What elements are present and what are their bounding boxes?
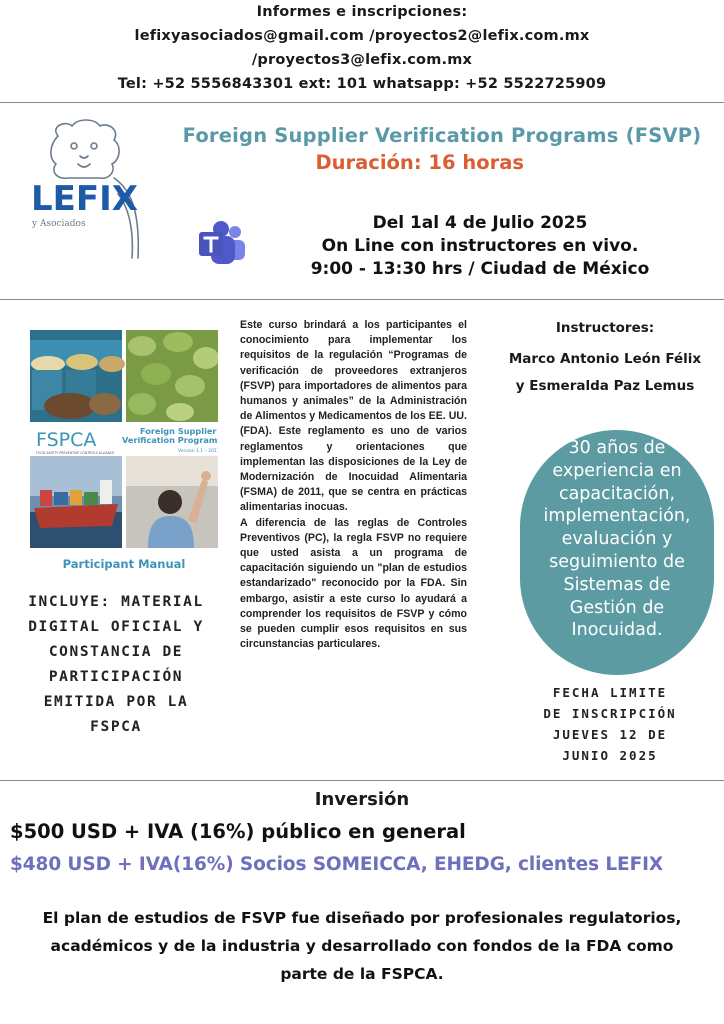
experience-line: seguimiento de	[549, 551, 685, 572]
experience-line: Inocuidad.	[571, 620, 663, 641]
experience-line: implementación,	[543, 506, 691, 527]
experience-line: 30 años de	[568, 438, 666, 458]
course-time: 9:00 - 13:30 hrs / Ciudad de México	[310, 259, 650, 279]
divider-top	[0, 102, 724, 103]
footer-line: académicos y de la industria y desarrollado con fondos de la FDA como	[50, 937, 674, 955]
manual-brand: FSPCA	[36, 429, 97, 451]
includes-line: EMITIDA POR LA	[43, 694, 189, 710]
instructor-name: y Esmeralda Paz Lemus	[515, 378, 695, 394]
experience-line: capacitación,	[558, 483, 676, 504]
course-mode: On Line con instructores en vivo.	[321, 236, 639, 256]
experience-line: experiencia en	[552, 460, 682, 481]
includes-block	[8, 590, 224, 740]
includes-line: FSPCA	[90, 719, 142, 735]
course-schedule	[260, 212, 700, 281]
logo-subtitle: y Asociados	[32, 219, 86, 229]
instructors-names	[490, 346, 720, 400]
contact-block	[0, 0, 724, 96]
includes-line: CONSTANCIA DE	[48, 644, 184, 660]
includes-line: PARTICIPACIÓN	[48, 669, 184, 685]
teams-icon	[197, 220, 247, 266]
divider-bottom	[0, 780, 724, 781]
description-paragraph-1: Este curso brindará a los participantes el conocimiento para implementar los requisitos de la regulación “Programas de verificación de proveedores extranjeros (FSVP) para importadores de alimentos para humanos y animales” de la Administración de Alimentos y Medicamentos de los EE. UU. (FDA). Este reglamento es uno de varios reglamentos y orientaciones que implementan las disposiciones de la Ley de Modernización de Inocuidad Alimentaria (FSMA) de 2011, que se centra en prácticas alimentarias inocuas.	[240, 319, 467, 514]
manual-title-2: Verification Programs	[122, 435, 218, 445]
divider-middle	[0, 299, 724, 300]
course-dates: Del 1al 4 de Julio 2025	[372, 213, 588, 233]
price-general: $500 USD + IVA (16%) público en general	[10, 820, 466, 843]
registration-deadline	[505, 682, 715, 766]
includes-line: DIGITAL OFICIAL Y	[28, 619, 204, 635]
manual-footer: Participant Manual	[62, 557, 186, 571]
contact-emails: lefixyasociados@gmail.com /proyectos2@lefix.com.mx	[134, 28, 590, 44]
instructors-label: Instructores:	[555, 320, 655, 336]
experience-line: Sistemas de	[563, 574, 671, 595]
lefix-logo	[28, 118, 153, 268]
participant-manual-cover	[30, 330, 218, 574]
contact-heading: Informes e inscripciones:	[256, 4, 468, 20]
experience-line: Gestión de	[569, 597, 665, 618]
instructor-name: Marco Antonio León Félix	[508, 351, 702, 367]
deadline-line: JUEVES 12 DE	[552, 727, 668, 742]
deadline-line: DE INSCRIPCIÓN	[543, 706, 677, 721]
course-title: Foreign Supplier Verification Programs (FSVP)	[182, 124, 702, 147]
lion-icon	[28, 118, 153, 268]
deadline-line: FECHA LIMITE	[552, 685, 668, 700]
experience-text	[515, 437, 719, 642]
footer-line: El plan de estudios de FSVP fue diseñado por profesionales regulatorios,	[42, 909, 682, 927]
contact-phone: Tel: +52 5556843301 ext: 101 whatsapp: +52 5522725909	[117, 76, 607, 92]
includes-line: INCLUYE: MATERIAL	[28, 594, 204, 610]
experience-line: evaluación y	[561, 529, 673, 550]
manual-title-1: Foreign Supplier	[140, 426, 217, 436]
course-description	[240, 318, 467, 652]
price-members: $480 USD + IVA(16%) Socios SOMEICCA, EHEDG, clientes LEFIX	[10, 854, 664, 875]
contact-emails-2: /proyectos3@lefix.com.mx	[251, 52, 473, 68]
manual-version: Version 1.1 – 2017	[178, 449, 218, 454]
logo-wordmark: LEFIX	[31, 179, 138, 219]
footer-line: parte de la FSPCA.	[280, 965, 444, 983]
footer-note	[0, 904, 724, 988]
course-duration: Duración: 16 horas	[315, 151, 524, 174]
description-paragraph-2: A diferencia de las reglas de Controles Preventivos (PC), la regla FSVP no requiere que usted asista a un programa de capacitación siguiendo un "plan de estudios estandarizado" reconocido por la FDA. Sin embargo, asistir a este curso lo ayudará a comprender los requisitos de FSVP y cómo se pueden cumplir esos requisitos en sus circunstancias particulares.	[240, 516, 467, 651]
deadline-line: JUNIO 2025	[562, 748, 658, 763]
investment-title: Inversión	[314, 789, 410, 810]
manual-brand-tagline: FOOD SAFETY PREVENTIVE CONTROLS ALLIANCE	[36, 451, 115, 455]
